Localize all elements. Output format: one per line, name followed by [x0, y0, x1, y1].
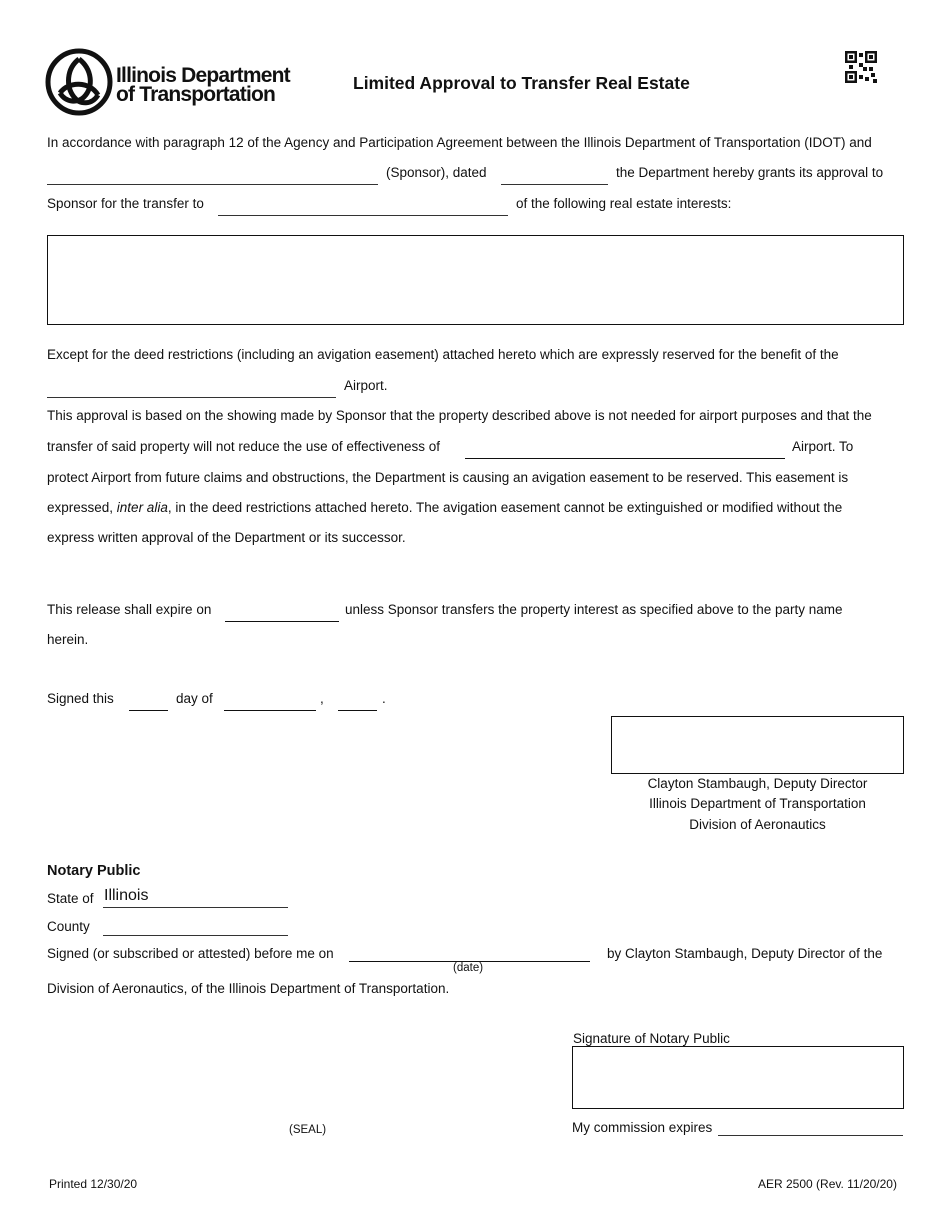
expiration-date-field[interactable] — [225, 621, 339, 622]
para3-line4 — [47, 500, 842, 515]
by-director-text: by Clayton Stambaugh, Deputy Director of the — [607, 946, 883, 961]
notary-signature-label: Signature of Notary Public — [573, 1031, 730, 1046]
transfer-to-label: Sponsor for the transfer to — [47, 196, 204, 211]
logo-line-2: of Transportation — [116, 83, 276, 106]
signed-before-label: Signed (or subscribed or attested) before me on — [47, 946, 334, 961]
division-line-text: Division of Aeronautics, of the Illinois Department of Transportation. — [47, 981, 450, 996]
para3-line4-a: expressed, — [47, 500, 117, 515]
state-field[interactable] — [103, 907, 288, 908]
county-field[interactable] — [103, 935, 288, 936]
signatory-name: Clayton Stambaugh, Deputy Director — [647, 776, 868, 791]
state-field-value[interactable]: Illinois — [104, 887, 149, 904]
page-title: Limited Approval to Transfer Real Estate — [353, 73, 690, 93]
signatory-division: Division of Aeronautics — [689, 817, 826, 832]
date-caption: (date) — [453, 962, 484, 974]
para3-line4-b: , in the deed restrictions attached hereto. The avigation easement cannot be extinguished or modified without the — [167, 500, 843, 515]
effectiveness-airport-field[interactable] — [465, 458, 785, 459]
notary-signature-box[interactable] — [572, 1046, 904, 1109]
transferee-field[interactable] — [218, 215, 508, 216]
state-label: State of — [47, 891, 94, 906]
agreement-date-field[interactable] — [501, 184, 608, 185]
commission-label: My commission expires — [572, 1120, 713, 1135]
para3-line3: protect Airport from future claims and obstructions, the Department is causing an avigation easement to be reserved. This easement is — [47, 470, 849, 485]
day-of-label: day of — [176, 691, 213, 706]
para3-line1: This approval is based on the showing made by Sponsor that the property described above is not needed for airport purposes and that the — [47, 408, 872, 423]
idot-logo-icon — [44, 47, 114, 117]
expire-on-label: This release shall expire on — [47, 602, 212, 617]
para1-line1: In accordance with paragraph 12 of the Agency and Participation Agreement between the Illinois Department of Transportation (IDOT) and — [47, 135, 872, 150]
signed-month-field[interactable] — [224, 710, 316, 711]
qr-code-icon — [845, 51, 877, 83]
inter-alia-text: inter alia — [116, 500, 168, 515]
idot-logo — [44, 47, 304, 119]
sponsor-name-field[interactable] — [47, 184, 378, 185]
para3-line2: transfer of said property will not reduce the use of effectiveness of — [47, 439, 440, 454]
para2-line1: Except for the deed restrictions (including an avigation easement) attached hereto which are expressly reserved for the benefit of the — [47, 347, 839, 362]
commission-expires-field[interactable] — [718, 1135, 903, 1136]
printed-date: Printed 12/30/20 — [49, 1177, 138, 1191]
comma-text: , — [320, 691, 324, 706]
form-id: AER 2500 (Rev. 11/20/20) — [758, 1177, 897, 1191]
following-interests-text: of the following real estate interests: — [516, 196, 732, 211]
unless-text: unless Sponsor transfers the property interest as specified above to the party name — [345, 602, 843, 617]
sponsor-dated-label: (Sponsor), dated — [386, 165, 487, 180]
notary-heading: Notary Public — [47, 863, 141, 879]
period-text: . — [382, 691, 386, 706]
grants-approval-text: the Department hereby grants its approval to — [616, 165, 884, 180]
airport-name-field[interactable] — [47, 397, 336, 398]
signatory-org: Illinois Department of Transportation — [649, 796, 866, 811]
para3-line2-airport: Airport. To — [792, 439, 854, 454]
director-signature-box[interactable] — [611, 716, 904, 774]
airport-label: Airport. — [344, 378, 388, 393]
county-label: County — [47, 919, 90, 934]
herein-text: herein. — [47, 632, 89, 647]
seal-label: (SEAL) — [289, 1124, 327, 1136]
signed-year-field[interactable] — [338, 710, 377, 711]
para3-line5: express written approval of the Department or its successor. — [47, 530, 406, 545]
signed-day-field[interactable] — [129, 710, 168, 711]
real-estate-interests-box[interactable] — [47, 235, 904, 325]
signed-this-label: Signed this — [47, 691, 114, 706]
logo-line-1: Illinois Department — [116, 64, 290, 87]
